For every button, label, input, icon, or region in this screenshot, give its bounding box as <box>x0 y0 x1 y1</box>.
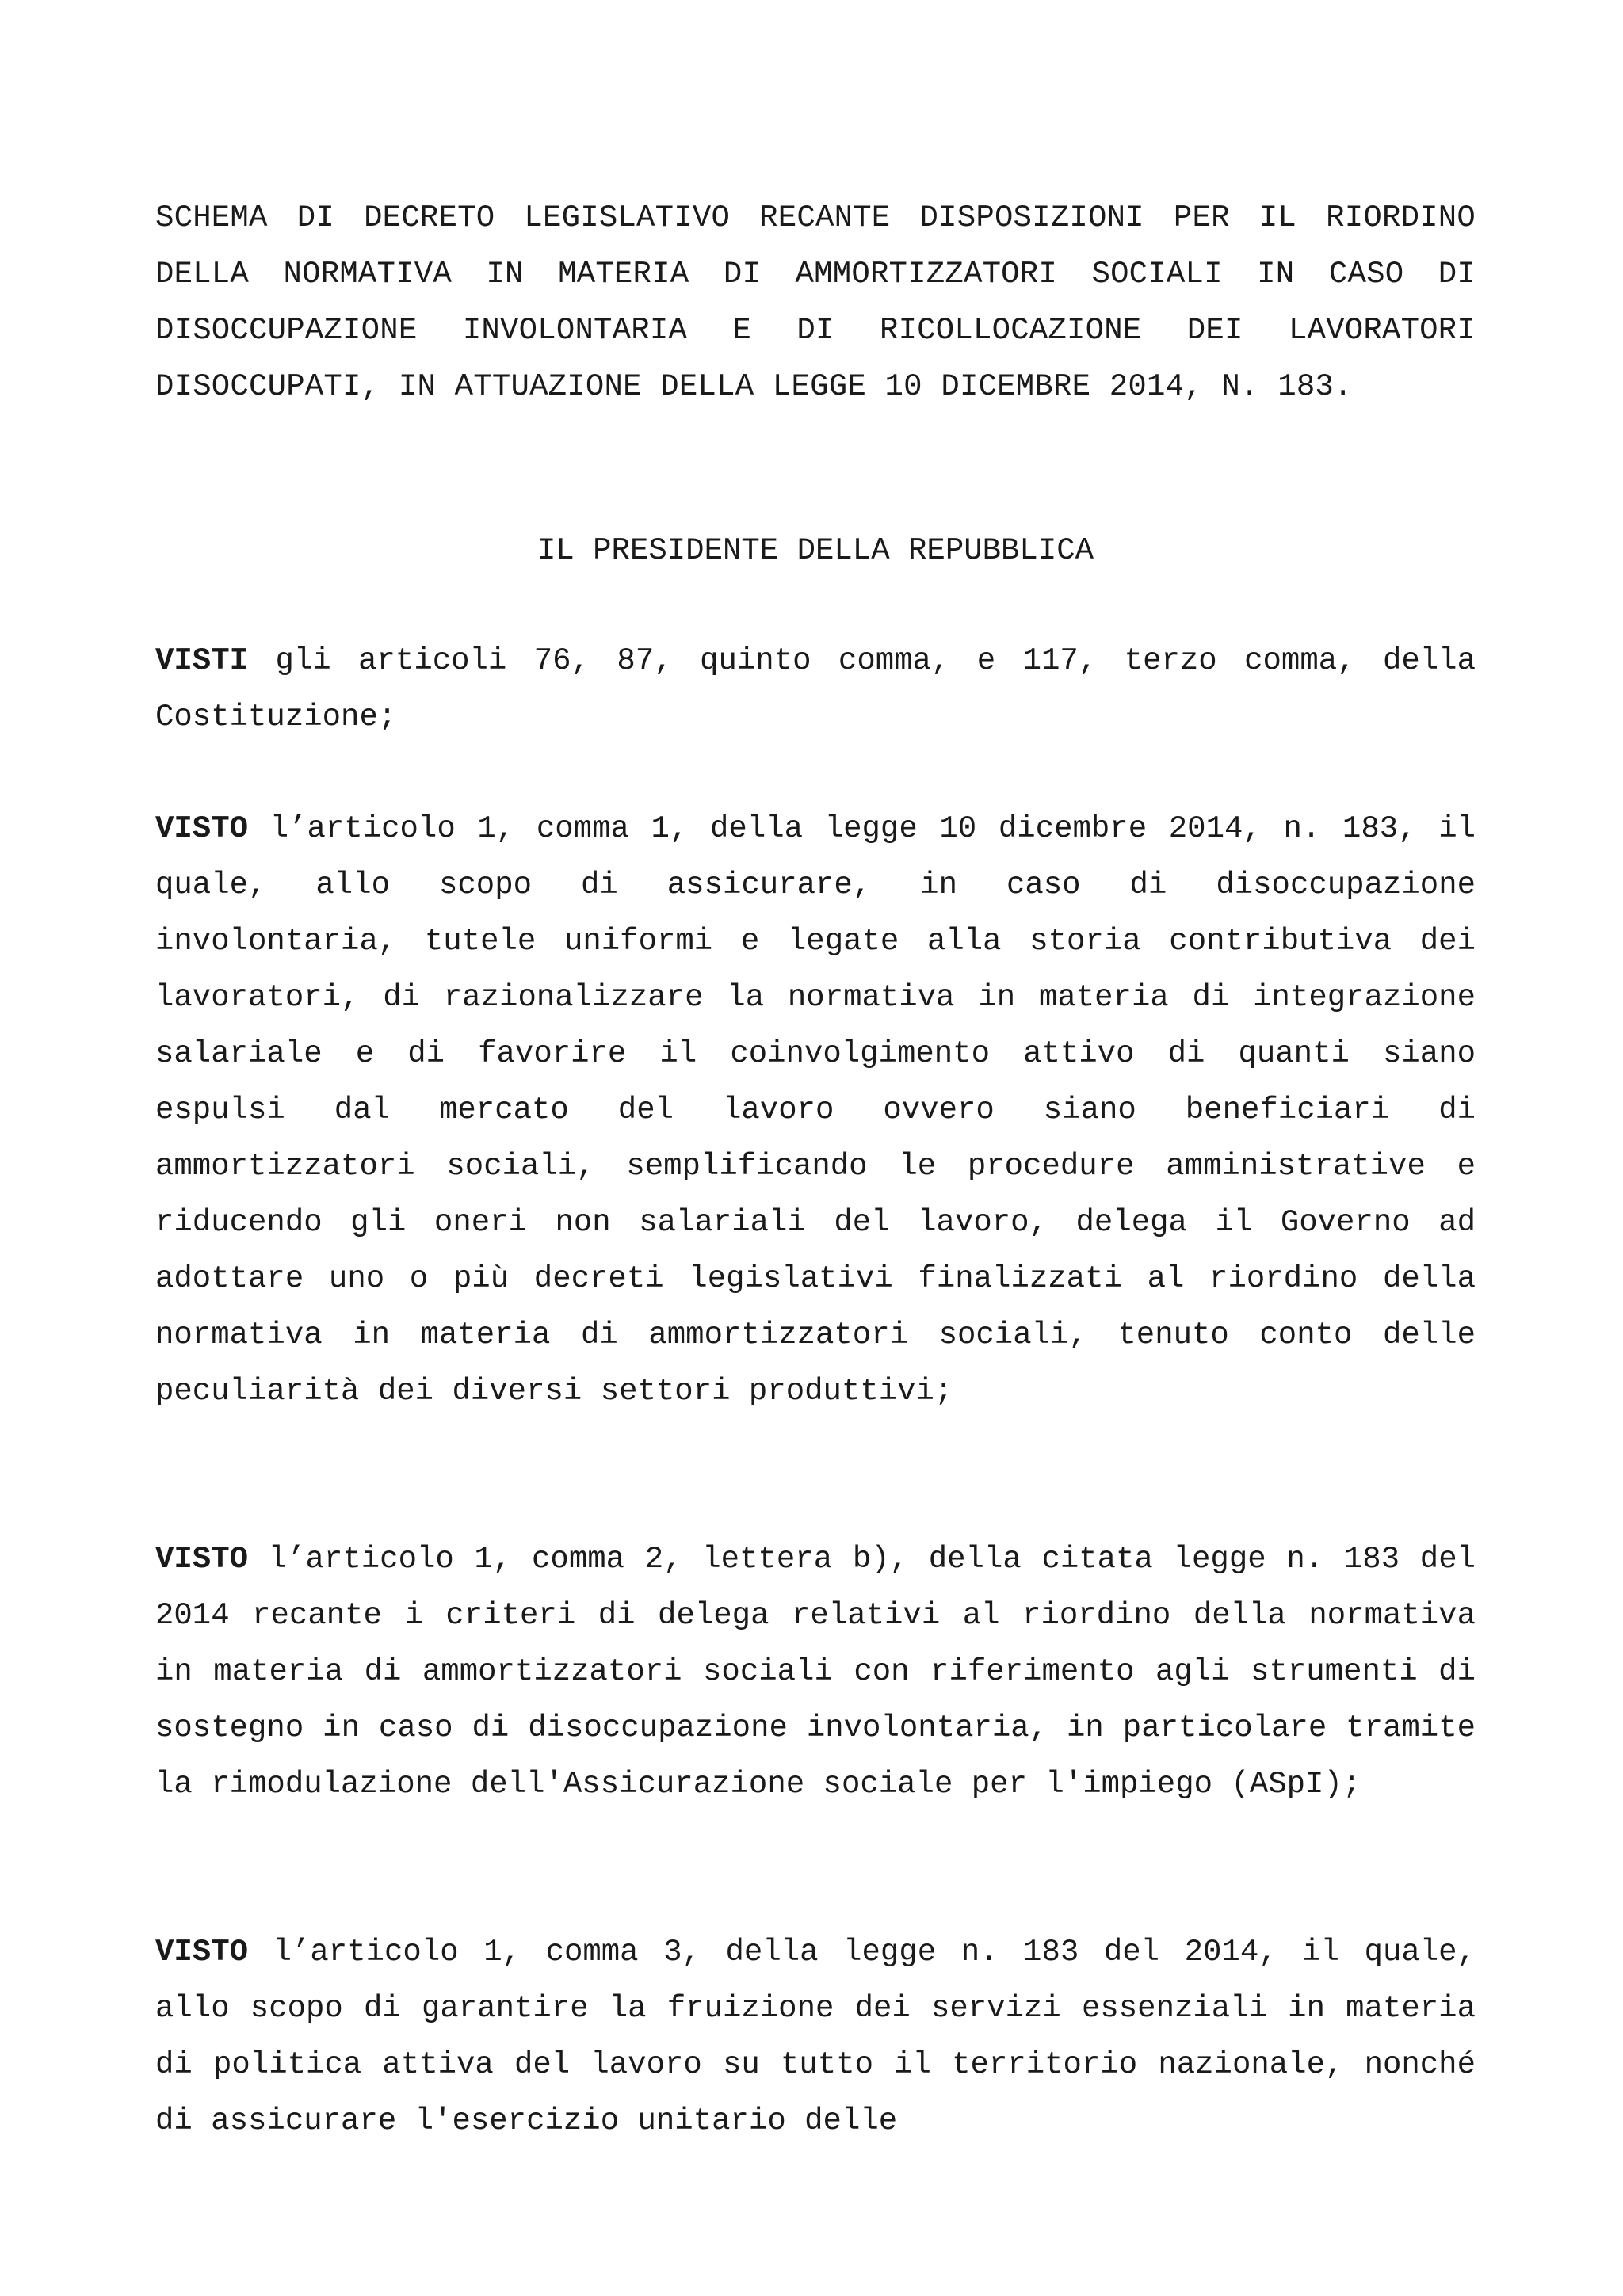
paragraph-text: l’articolo 1, comma 1, della legge 10 dicembre 2014, n. 183, il quale, allo scopo di assicurare, in caso di disoccupazione involontaria, tutele uniformi e legate alla storia contributiva dei lavoratori, di razionalizzare la normativa in materia di integrazione salariale e di favorire il coinvolgimento attivo di quanti siano espulsi dal mercato del lavoro ovvero siano beneficiari di ammortizzatori sociali, semplificando le procedure amministrative e riducendo gli oneri non salariali del lavoro, delega il Governo ad adottare uno o più decreti legislativi finalizzati al riordino della normativa in materia di ammortizzatori sociali, tenuto conto delle peculiarità dei diversi settori produttivi; <box>155 811 1476 1409</box>
paragraph-visti-costituzione <box>155 633 1476 746</box>
paragraph-lead: VISTO <box>155 1935 249 1970</box>
paragraph-lead: VISTO <box>155 1542 249 1577</box>
document-title: SCHEMA DI DECRETO LEGISLATIVO RECANTE DISPOSIZIONI PER IL RIORDINO DELLA NORMATIVA IN MATERIA DI AMMORTIZZATORI SOCIALI IN CASO DI DISOCCUPAZIONE INVOLONTARIA E DI RICOLLOCAZIONE DEI LAVORATORI DISOCCUPATI, IN ATTUAZIONE DELLA LEGGE 10 DICEMBRE 2014, N. 183. <box>155 200 1476 404</box>
heading-president: IL PRESIDENTE DELLA REPUBBLICA <box>537 533 1094 568</box>
paragraph-text: l’articolo 1, comma 2, lettera b), della citata legge n. 183 del 2014 recante i criteri di delega relativi al riordino della normativa in materia di ammortizzatori sociali con riferimento agli strumenti di sostegno in caso di disoccupazione involontaria, in particolare tramite la rimodulazione dell'Assicurazione sociale per l'impiego (ASpI); <box>155 1542 1476 1802</box>
paragraph-visto-comma-2 <box>155 1531 1476 1813</box>
paragraph-visto-comma-3 <box>155 1924 1476 2149</box>
paragraph-text: l’articolo 1, comma 3, della legge n. 183 del 2014, il quale, allo scopo di garantire la fruizione dei servizi essenziali in materia di politica attiva del lavoro su tutto il territorio nazionale, nonché di assicurare l'esercizio unitario delle <box>155 1935 1476 2138</box>
paragraph-visto-comma-1 <box>155 801 1476 1420</box>
paragraph-lead: VISTI <box>155 643 249 678</box>
paragraph-text: gli articoli 76, 87, quinto comma, e 117, terzo comma, della Costituzione; <box>155 643 1476 734</box>
paragraph-lead: VISTO <box>155 811 249 846</box>
